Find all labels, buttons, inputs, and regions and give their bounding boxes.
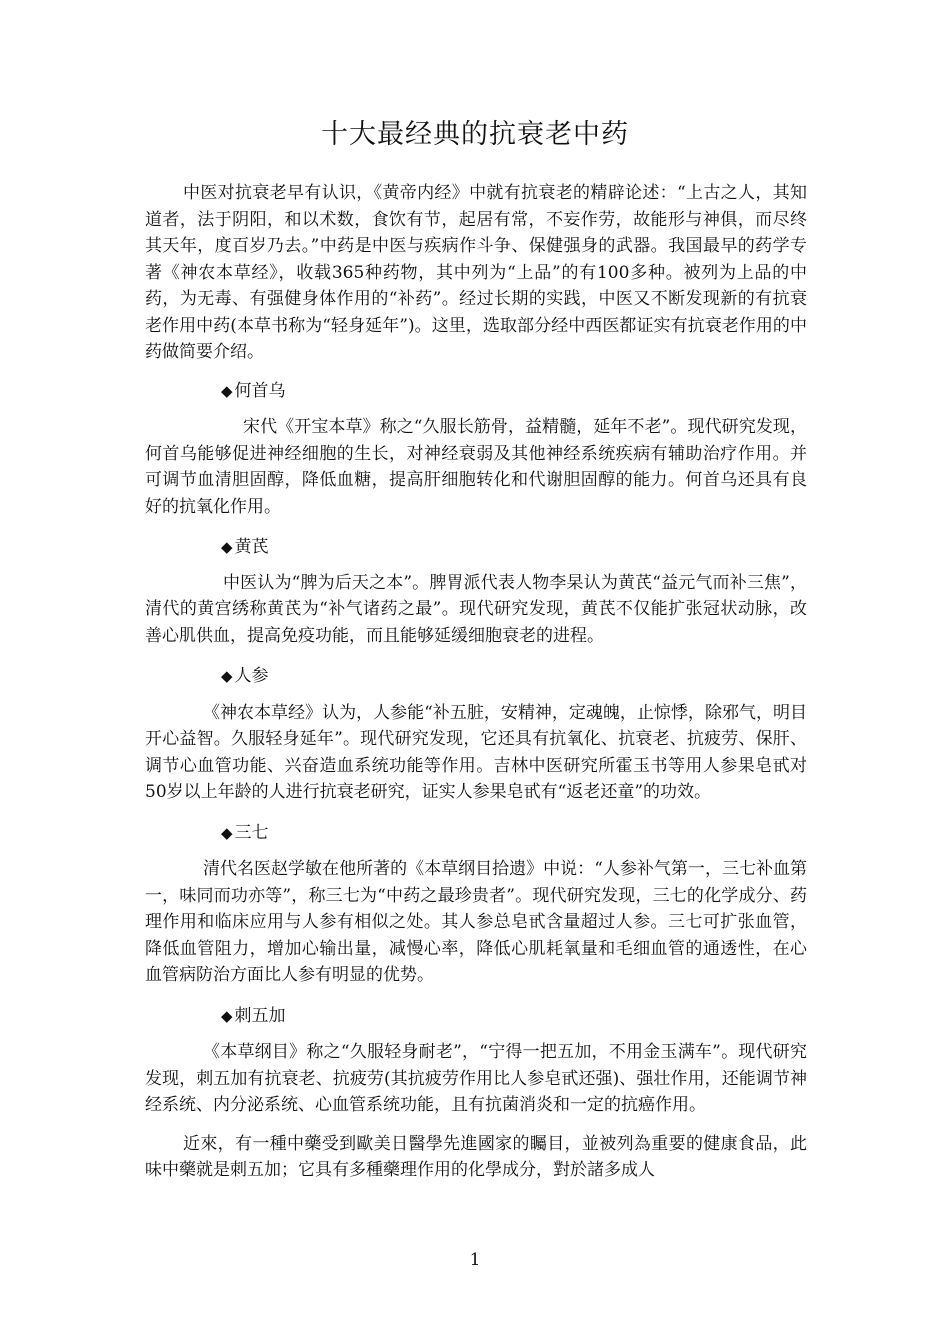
diamond-bullet-icon: ◆ (221, 538, 233, 556)
section-heading-sanqi (145, 820, 807, 847)
section-paragraph-sanqi: 清代名医赵学敏在他所著的《本草纲目拾遗》中说：“人参补气第一，三七补血第一，味同而功亦等”，称三七为“中药之最珍贵者”。现代研究发现，三七的化学成分、药理作用和临床应用与人参有相似之处。其人参总皂甙含量超过人参。三七可扩张血管，降低血管阻力，增加心输出量，减慢心率，降低心肌耗氧量和毛细血管的通透性，在心血管病防治方面比人参有明显的优势。 (145, 859, 807, 985)
section-heading-label: 黄芪 (234, 537, 269, 557)
closing-paragraph: 近來，有一種中藥受到歐美日醫學先進國家的矚目，並被列為重要的健康食品，此味中藥就是刺五加；它具有多種藥理作用的化學成分，對於諸多成人 (145, 1133, 807, 1180)
diamond-bullet-icon: ◆ (221, 823, 233, 842)
section-heading-huangqi (145, 534, 807, 561)
section-heading-heshouwu (145, 378, 807, 405)
section-paragraph-renshen: 《神农本草经》认为，人参能“补五脏，安精神，定魂魄，止惊悸，除邪气，明目开心益智。久服轻身延年”。现代研究发现，它还具有抗氧化、抗衰老、抗疲劳、保肝、调节心血管功能、兴奋造血系统功能等作用。吉林中医研究所霍玉书等用人参果皂甙对50岁以上年龄的人进行抗衰老研究，证实人参果皂甙有“返老还童”的功效。 (145, 702, 807, 802)
section-paragraph-heshouwu: 宋代《开宝本草》称之“久服长筋骨，益精髓，延年不老”。现代研究发现，何首乌能够促进神经细胞的生长，对神经衰弱及其他神经系统疾病有辅助治疗作用。并可调节血清胆固醇，降低血糖，提高肝细胞转化和代谢胆固醇的能力。何首乌还具有良好的抗氧化作用。 (145, 417, 807, 517)
section-heading-label: 三七 (234, 822, 269, 843)
document-title: 十大最经典的抗衰老中药 (321, 119, 629, 150)
document-body (145, 180, 807, 1184)
section-heading-label: 何首乌 (234, 380, 286, 401)
section-paragraph-ciwujia: 《本草纲目》称之“久服轻身耐老”，“宁得一把五加，不用金玉满车”。现代研究发现，刺五加有抗衰老、抗疲劳(其抗疲劳作用比人参皂甙还强)、强壮作用，还能调节神经系统、内分泌系统、心血管系统功能，且有抗菌消炎和一定的抗癌作用。 (145, 1042, 807, 1115)
section-heading-renshen (145, 663, 807, 690)
section-heading-label: 刺五加 (234, 1005, 286, 1026)
intro-paragraph: 中医对抗衰老早有认识，《黄帝内经》中就有抗衰老的精辟论述：“上古之人，其知道者，法于阴阳，和以术数，食饮有节，起居有常，不妄作劳，故能形与神俱，而尽终其天年，度百岁乃去。”中药是中医与疾病作斗争、保健强身的武器。我国最早的药学专著《神农本草经》，收载365种药物，其中列为“上品”的有100多种。被列为上品的中药，为无毒、有强健身体作用的“补药”。经过长期的实践，中医又不断发现新的有抗衰老作用中药(本草书称为“轻身延年”)。这里，选取部分经中西医都证实有抗衰老作用的中药做简要介绍。 (145, 183, 807, 362)
section-heading-label: 人参 (234, 666, 269, 686)
diamond-bullet-icon: ◆ (221, 1006, 233, 1025)
section-paragraph-huangqi: 中医认为“脾为后天之本”。脾胃派代表人物李杲认为黄芪“益元气而补三焦”，清代的黄宫绣称黄芪为“补气诸药之最”。现代研究发现，黄芪不仅能扩张冠状动脉，改善心肌供血，提高免疫功能，而且能够延缓细胞衰老的进程。 (145, 572, 807, 646)
section-heading-ciwujia (145, 1003, 807, 1030)
page-number: 1 (469, 1250, 481, 1270)
diamond-bullet-icon: ◆ (221, 667, 233, 685)
diamond-bullet-icon: ◆ (221, 381, 233, 400)
